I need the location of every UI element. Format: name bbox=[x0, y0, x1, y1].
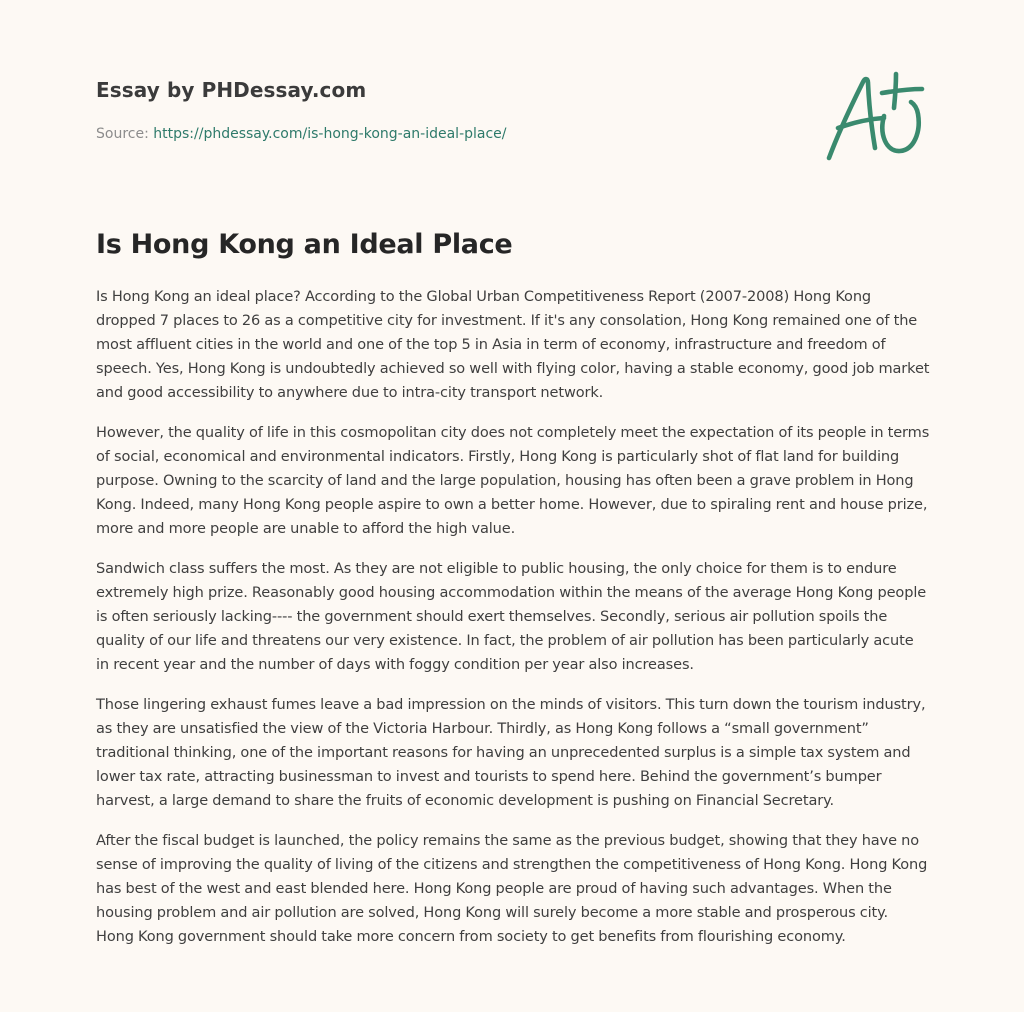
paragraph: However, the quality of life in this cosmopolitan city does not completely meet the expectation of its people in terms of social, economical and environmental indicators. Firstly, Hong Kong is particularly shot of flat land for building purpose. Owning to the scarcity of land and the large population, housing has often been a grave problem in Hong Kong. Indeed, many Hong Kong people aspire to own a better home. However, due to spiraling rent and house prize, more and more people are unable to afford the high value. bbox=[96, 424, 930, 537]
paragraph: Is Hong Kong an ideal place? According to the Global Urban Competitiveness Report (2007-2008) Hong Kong dropped 7 places to 26 as a competitive city for investment. If it's any consolation, Hong Kong remained one of the most affluent cities in the world and one of the top 5 in Asia in term of economy, infrastructure and freedom of speech. Yes, Hong Kong is undoubtedly achieved so well with flying color, having a stable economy, good job market and good accessibility to anywhere due to intra-city transport network. bbox=[96, 288, 930, 401]
paragraph: After the fiscal budget is launched, the policy remains the same as the previous budget, showing that they have no sense of improving the quality of living of the citizens and strengthen the competitiveness of Hong Kong. Hong Kong has best of the west and east blended here. Hong Kong people are proud of having such advantages. When the housing problem and air pollution are solved, Hong Kong will surely become a more stable and prosperous city. Hong Kong government should take more concern from society to get benefits from flourishing economy. bbox=[96, 832, 928, 945]
a-plus-logo bbox=[822, 68, 928, 164]
essay-body bbox=[96, 285, 930, 965]
paragraph: Sandwich class suffers the most. As they are not eligible to public housing, the only choice for them is to endure extremely high prize. Reasonably good housing accommodation within the means of the average Hong Kong people is often seriously lacking---- the government should exert themselves. Secondly, serious air pollution spoils the quality of our life and threatens our very existence. In fact, the problem of air pollution has been particularly acute in recent year and the number of days with foggy condition per year also increases. bbox=[96, 560, 927, 673]
site-brand: Essay by PHDessay.com bbox=[96, 78, 367, 102]
page-header bbox=[96, 76, 796, 144]
essay-title: Is Hong Kong an Ideal Place bbox=[96, 229, 513, 260]
source-line bbox=[96, 124, 796, 144]
paragraph: Those lingering exhaust fumes leave a bad impression on the minds of visitors. This turn down the tourism industry, as they are unsatisfied the view of the Victoria Harbour. Thirdly, as Hong Kong follows a “small government” traditional thinking, one of the important reasons for having an unprecedented surplus is a simple tax system and lower tax rate, attracting businessman to invest and tourists to spend here. Behind the government’s bumper harvest, a large demand to share the fruits of economic development is pushing on Financial Secretary. bbox=[96, 696, 926, 809]
source-label: Source: bbox=[96, 126, 154, 142]
source-link[interactable]: https://phdessay.com/is-hong-kong-an-ideal-place/ bbox=[153, 126, 507, 142]
